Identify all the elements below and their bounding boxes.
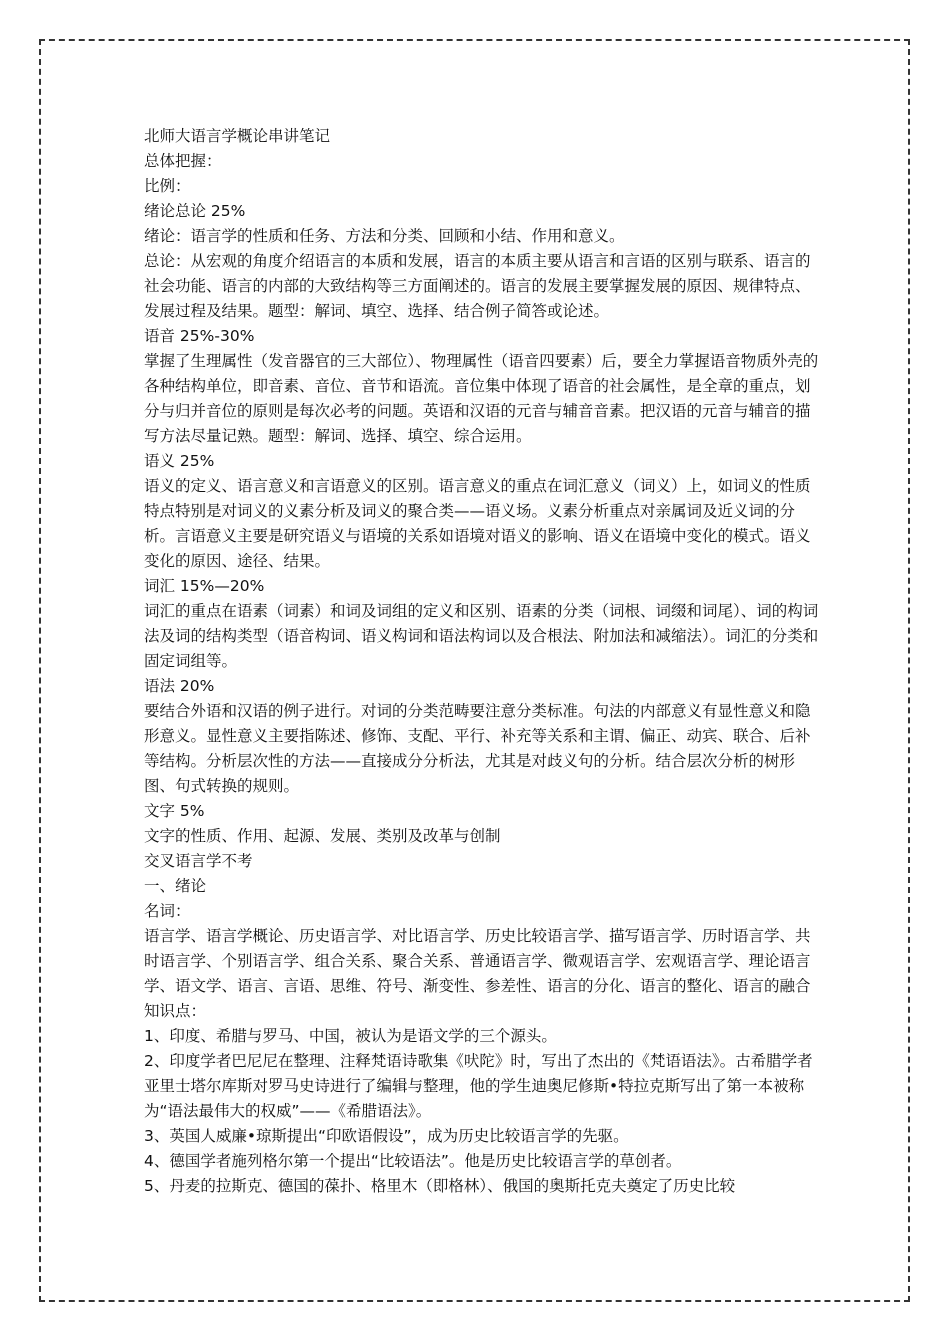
paragraph: 文字 5% bbox=[144, 802, 205, 820]
paragraph: 语法 20% bbox=[144, 677, 215, 695]
paragraph: 2、印度学者巴尼尼在整理、注释梵语诗歌集《吠陀》时，写出了杰出的《梵语语法》。古希腊学者亚里士塔尔库斯对罗马史诗进行了编辑与整理，他的学生迪奥尼修斯•特拉克斯写出了第一本被称为“语法最伟大的权威”——《希腊语法》。 bbox=[144, 1052, 813, 1120]
paragraph: 总体把握： bbox=[144, 152, 222, 170]
paragraph: 绪论总论 25% bbox=[144, 202, 246, 220]
paragraph: 比例： bbox=[144, 177, 191, 195]
paragraph: 要结合外语和汉语的例子进行。对词的分类范畴要注意分类标准。句法的内部意义有显性意义和隐形意义。显性意义主要指陈述、修饰、支配、平行、补充等关系和主谓、偏正、动宾、联合、后补等结构。分析层次性的方法——直接成分分析法，尤其是对歧义句的分析。结合层次分析的树形图、句式转换的规则。 bbox=[144, 702, 811, 795]
paragraph: 词汇 15%—20% bbox=[144, 577, 265, 595]
paragraph: 名词： bbox=[144, 902, 191, 920]
paragraph: 绪论：语言学的性质和任务、方法和分类、回顾和小结、作用和意义。 bbox=[144, 227, 625, 245]
paragraph: 知识点： bbox=[144, 1002, 207, 1020]
paragraph: 3、英国人威廉•琼斯提出“印欧语假设”，成为历史比较语言学的先驱。 bbox=[144, 1127, 629, 1145]
paragraph: 语音 25%-30% bbox=[144, 327, 255, 345]
paragraph: 语义 25% bbox=[144, 452, 215, 470]
paragraph: 语义的定义、语言意义和言语意义的区别。语言意义的重点在词汇意义（词义）上，如词义的性质特点特别是对词义的义素分析及词义的聚合类——语义场。义素分析重点对亲属词及近义词的分析。言语意义主要是研究语义与语境的关系如语境对语义的影响、语义在语境中变化的模式。语义变化的原因、途径、结果。 bbox=[144, 477, 811, 570]
paragraph: 一、绪论 bbox=[144, 877, 207, 895]
paragraph: 1、印度、希腊与罗马、中国，被认为是语文学的三个源头。 bbox=[144, 1027, 557, 1045]
paragraph: 掌握了生理属性（发音器官的三大部位）、物理属性（语音四要素）后，要全力掌握语音物质外壳的各种结构单位，即音素、音位、音节和语流。音位集中体现了语音的社会属性，是全章的重点，划分与归并音位的原则是每次必考的问题。英语和汉语的元音与辅音音素。把汉语的元音与辅音的描写方法尽量记熟。题型：解词、选择、填空、综合运用。 bbox=[144, 352, 819, 445]
paragraph: 5、丹麦的拉斯克、德国的葆扑、格里木（即格林）、俄国的奥斯托克夫奠定了历史比较 bbox=[144, 1177, 736, 1195]
paragraph: 4、德国学者施列格尔第一个提出“比较语法”。他是历史比较语言学的草创者。 bbox=[144, 1152, 682, 1170]
paragraph: 交叉语言学不考 bbox=[144, 852, 253, 870]
document-title: 北师大语言学概论串讲笔记 bbox=[144, 127, 331, 145]
paragraph: 词汇的重点在语素（词素）和词及词组的定义和区别、语素的分类（词根、词缀和词尾）、词的构词法及词的结构类型（语音构词、语义构词和语法构词以及合根法、附加法和减缩法）。词汇的分类和固定词组等。 bbox=[144, 602, 819, 670]
paragraph: 总论：从宏观的角度介绍语言的本质和发展，语言的本质主要从语言和言语的区别与联系、语言的社会功能、语言的内部的大致结构等三方面阐述的。语言的发展主要掌握发展的原因、规律特点、发展过程及结果。题型：解词、填空、选择、结合例子简答或论述。 bbox=[144, 252, 811, 320]
paragraph: 语言学、语言学概论、历史语言学、对比语言学、历史比较语言学、描写语言学、历时语言学、共时语言学、个别语言学、组合关系、聚合关系、普通语言学、微观语言学、宏观语言学、理论语言学、语文学、语言、言语、思维、符号、渐变性、参差性、语言的分化、语言的整化、语言的融合 bbox=[144, 927, 811, 995]
paragraph: 文字的性质、作用、起源、发展、类别及改革与创制 bbox=[144, 827, 501, 845]
document-body bbox=[144, 124, 824, 1199]
